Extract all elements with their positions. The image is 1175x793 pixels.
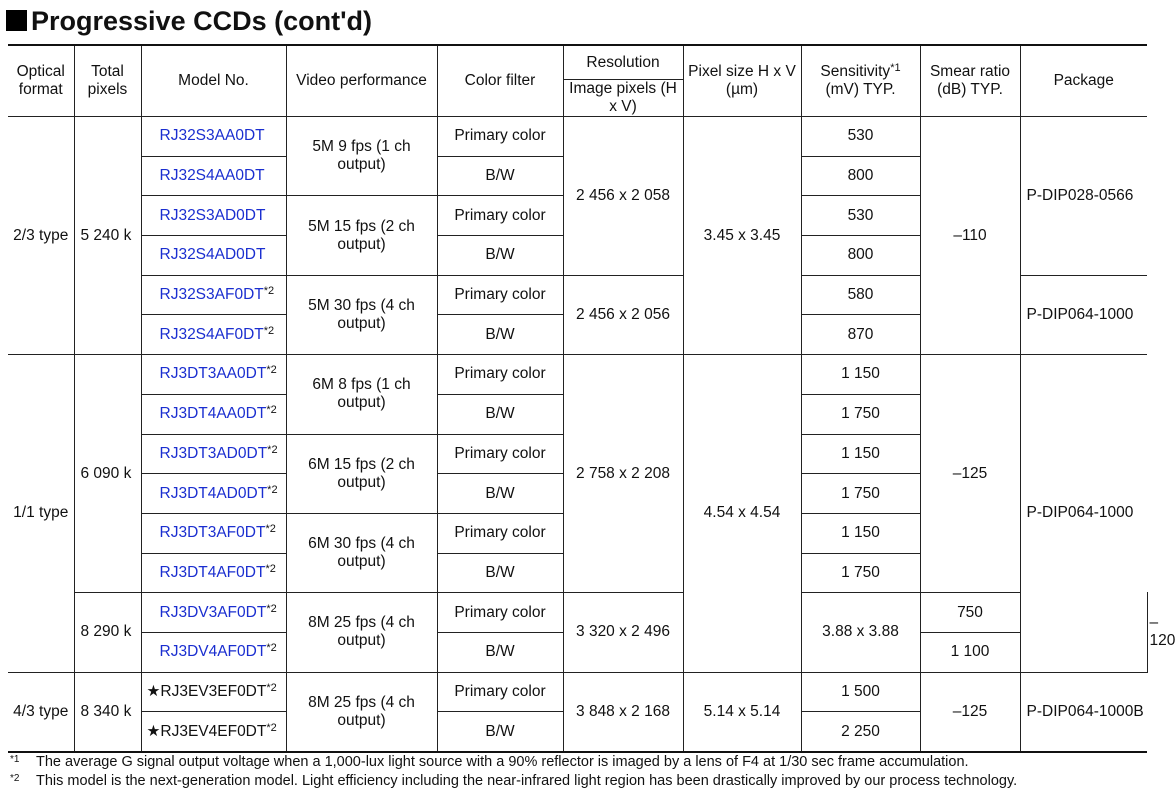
model-note: *2 (266, 642, 277, 655)
image-pixels-cell: 3 320 x 2 496 (563, 593, 683, 672)
image-pixels-cell: 2 758 x 2 208 (563, 355, 683, 593)
model-cell (141, 156, 286, 196)
model-note: *2 (266, 404, 277, 417)
sensitivity-cell: 1 750 (801, 553, 920, 593)
video-performance-cell: 8M 25 fps (4 ch output) (286, 593, 437, 672)
model-cell (141, 632, 286, 672)
color-filter-cell: Primary color (437, 672, 563, 712)
model-number[interactable]: RJ3DT3AF0DT (159, 524, 266, 542)
model-number[interactable]: RJ32S4AD0DT (159, 246, 266, 264)
model-note: *2 (266, 364, 277, 377)
sensitivity-cell: 1 750 (801, 394, 920, 434)
optical-format-cell: 1/1 type (8, 355, 74, 673)
model-number[interactable]: RJ3DT4AF0DT (159, 563, 266, 581)
model-number[interactable]: RJ32S3AF0DT (159, 286, 264, 304)
sensitivity-cell: 2 250 (801, 712, 920, 752)
color-filter-cell: B/W (437, 712, 563, 752)
header-sensitivity (801, 45, 920, 117)
model-cell (141, 593, 286, 633)
footnote-1-mark: *1 (10, 754, 20, 765)
model-note: *2 (267, 483, 278, 496)
color-filter-cell: B/W (437, 394, 563, 434)
color-filter-cell: Primary color (437, 593, 563, 633)
model-number[interactable]: RJ3DT3AD0DT (159, 444, 268, 462)
page-title (6, 3, 372, 39)
optical-format-cell: 4/3 type (8, 672, 74, 752)
footnote-2-text: This model is the next-generation model. Light efficiency including the near-infrared light region has been drastically improved by our process technology. (36, 773, 1018, 789)
color-filter-cell: B/W (437, 474, 563, 514)
smear-ratio-cell: –110 (920, 117, 1020, 355)
color-filter-cell: B/W (437, 156, 563, 196)
model-note: *2 (267, 443, 278, 456)
video-performance-cell: 5M 9 fps (1 ch output) (286, 117, 437, 196)
package-cell: P-DIP064-1000 (1020, 275, 1147, 354)
color-filter-cell: Primary color (437, 196, 563, 236)
header-sensitivity-label: Sensitivity (820, 63, 891, 80)
ccd-spec-table (8, 44, 1175, 753)
sensitivity-cell: 1 750 (801, 474, 920, 514)
video-performance-cell: 6M 15 fps (2 ch output) (286, 434, 437, 513)
sensitivity-cell: 1 150 (801, 355, 920, 395)
model-cell (141, 236, 286, 276)
model-cell (141, 196, 286, 236)
model-cell (141, 513, 286, 553)
pixel-size-cell: 3.45 x 3.45 (683, 117, 801, 355)
model-cell (141, 394, 286, 434)
total-pixels-cell: 8 290 k (74, 593, 141, 672)
footnote-2 (10, 772, 1017, 791)
smear-ratio-cell: –125 (920, 672, 1020, 752)
footnote-1-text: The average G signal output voltage when a 1,000-lux light source with a 90% reflector is imaged by a lens of F4 at 1/30 sec frame accumulation. (36, 754, 969, 770)
model-number[interactable]: RJ32S3AA0DT (159, 127, 265, 145)
pixel-size-cell: 3.88 x 3.88 (801, 593, 920, 672)
pixel-size-cell: 4.54 x 4.54 (683, 355, 801, 673)
color-filter-cell: Primary color (437, 434, 563, 474)
sensitivity-cell: 1 500 (801, 672, 920, 712)
sensitivity-cell: 1 150 (801, 434, 920, 474)
color-filter-cell: Primary color (437, 275, 563, 315)
model-cell (141, 553, 286, 593)
model-note: *2 (265, 562, 276, 575)
model-number[interactable]: RJ32S4AF0DT (159, 325, 264, 343)
sensitivity-cell: 750 (920, 593, 1020, 633)
color-filter-cell: B/W (437, 236, 563, 276)
model-note: *2 (266, 721, 277, 734)
image-pixels-cell: 3 848 x 2 168 (563, 672, 683, 752)
page-title-text: Progressive CCDs (cont'd) (31, 6, 372, 36)
model-number[interactable]: RJ3DV4AF0DT (159, 643, 267, 661)
smear-ratio-cell: –125 (920, 355, 1020, 593)
package-cell: P-DIP064-1000B (1020, 672, 1147, 752)
header-model-no: Model No. (141, 45, 286, 117)
model-cell (141, 672, 286, 712)
model-cell (141, 275, 286, 315)
color-filter-cell: Primary color (437, 117, 563, 157)
table-row: 8 290 k RJ3DV3AF0DT$^{*2}$ 8M 25 fps (4 ch output) Primary color 3 320 x 2 496 3.88 x 3.88 750 –120 (8, 593, 1147, 633)
table-row (8, 355, 1147, 395)
optical-format-cell: 2/3 type (8, 117, 74, 355)
video-performance-cell: 6M 30 fps (4 ch output) (286, 513, 437, 592)
header-sensitivity-note: *1 (890, 62, 901, 74)
model-note: *2 (266, 602, 277, 615)
package-cell: P-DIP028-0566 (1020, 117, 1147, 276)
model-number[interactable]: RJ32S4AA0DT (159, 167, 265, 185)
video-performance-cell: 6M 8 fps (1 ch output) (286, 355, 437, 434)
sensitivity-cell: 1 150 (801, 513, 920, 553)
square-bullet-icon (6, 10, 27, 31)
color-filter-cell: Primary color (437, 355, 563, 395)
header-video-performance: Video performance (286, 45, 437, 117)
header-image-pixels: Image pixels (H x V) (563, 80, 683, 117)
model-cell (141, 712, 286, 752)
video-performance-cell: 5M 15 fps (2 ch output) (286, 196, 437, 275)
header-total-pixels: Total pixels (74, 45, 141, 117)
model-cell (141, 434, 286, 474)
footnote-2-mark: *2 (10, 773, 20, 784)
header-pixel-size: Pixel size H x V (µm) (683, 45, 801, 117)
color-filter-cell: B/W (437, 315, 563, 355)
sensitivity-cell: 530 (801, 196, 920, 236)
header-resolution: Resolution (563, 45, 683, 80)
image-pixels-cell: 2 456 x 2 056 (563, 275, 683, 354)
header-package: Package (1020, 45, 1147, 117)
total-pixels-cell: 5 240 k (74, 117, 141, 355)
model-number[interactable]: RJ3DV3AF0DT (159, 603, 267, 621)
model-cell (141, 315, 286, 355)
package-cell: P-DIP064-1000 (1020, 355, 1147, 673)
model-cell (141, 355, 286, 395)
model-note: *2 (265, 523, 276, 536)
model-cell (141, 474, 286, 514)
sensitivity-cell: 800 (801, 236, 920, 276)
sensitivity-cell: 1 100 (920, 632, 1020, 672)
video-performance-cell: 5M 30 fps (4 ch output) (286, 275, 437, 354)
model-number[interactable]: RJ3DT4AA0DT (159, 405, 267, 423)
model-number[interactable]: ★RJ3EV4EF0DT (146, 722, 267, 740)
video-performance-cell: 8M 25 fps (4 ch output) (286, 672, 437, 752)
color-filter-cell: B/W (437, 632, 563, 672)
sensitivity-cell: 800 (801, 156, 920, 196)
sensitivity-cell: 870 (801, 315, 920, 355)
model-note: *2 (263, 285, 275, 298)
header-optical-format: Optical format (8, 45, 74, 117)
model-cell (141, 117, 286, 157)
total-pixels-cell: 8 340 k (74, 672, 141, 752)
total-pixels-cell: 6 090 k (74, 355, 141, 593)
sensitivity-cell: 530 (801, 117, 920, 157)
model-number[interactable]: ★RJ3EV3EF0DT (146, 682, 267, 700)
header-smear-ratio: Smear ratio (dB) TYP. (920, 45, 1020, 117)
model-note: *2 (263, 324, 275, 337)
model-number[interactable]: RJ32S3AD0DT (159, 206, 266, 224)
model-number[interactable]: RJ3DT4AD0DT (159, 484, 268, 502)
pixel-size-cell: 5.14 x 5.14 (683, 672, 801, 752)
footnotes (10, 753, 1017, 791)
model-number[interactable]: RJ3DT3AA0DT (159, 365, 267, 383)
image-pixels-cell: 2 456 x 2 058 (563, 117, 683, 276)
color-filter-cell: Primary color (437, 513, 563, 553)
header-color-filter: Color filter (437, 45, 563, 117)
header-sensitivity-unit: (mV) TYP. (825, 81, 896, 98)
color-filter-cell: B/W (437, 553, 563, 593)
model-note: *2 (266, 681, 277, 694)
footnote-1 (10, 753, 1017, 772)
sensitivity-cell: 580 (801, 275, 920, 315)
table-row (8, 117, 1147, 157)
table-row (8, 672, 1147, 712)
